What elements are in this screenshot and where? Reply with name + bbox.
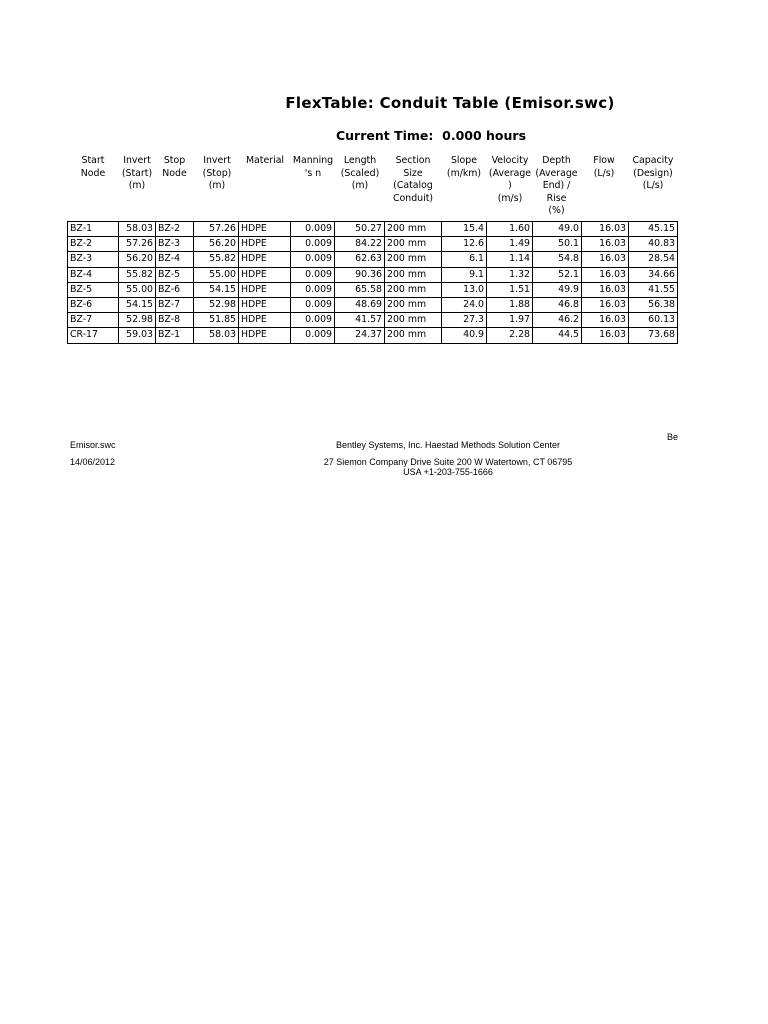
table-cell: 16.03 <box>582 237 629 252</box>
header-flow: Flow (L/s) <box>593 155 615 179</box>
table-cell: BZ-6 <box>68 297 119 312</box>
header-section-size: Section Size (Catalog Conduit) <box>392 155 434 204</box>
header-material: Material <box>245 155 285 166</box>
table-cell: 24.0 <box>442 297 487 312</box>
table-cell: 0.009 <box>291 267 335 282</box>
table-cell: 0.009 <box>291 222 335 237</box>
footer-company: Bentley Systems, Inc. Haestad Methods Solution Center <box>335 440 561 450</box>
table-cell: 0.009 <box>291 328 335 343</box>
table-cell: 13.0 <box>442 282 487 297</box>
table-cell: 56.20 <box>119 252 156 267</box>
table-cell: 73.68 <box>629 328 678 343</box>
table-cell: 46.2 <box>533 313 582 328</box>
table-cell: 1.60 <box>487 222 533 237</box>
table-cell: 55.00 <box>119 282 156 297</box>
table-cell: 56.20 <box>194 237 239 252</box>
table-cell: 49.9 <box>533 282 582 297</box>
table-cell: 60.13 <box>629 313 678 328</box>
table-row <box>68 267 678 282</box>
table-row <box>68 222 678 237</box>
current-time-label: Current Time: <box>335 128 434 143</box>
table-cell: 90.36 <box>335 267 385 282</box>
table-cell: 200 mm <box>385 328 442 343</box>
table-cell: HDPE <box>239 313 291 328</box>
table-cell: 51.85 <box>194 313 239 328</box>
header-velocity: Velocity (Average ) (m/s) <box>488 155 532 204</box>
table-cell: 15.4 <box>442 222 487 237</box>
footer-phone: USA +1-203-755-1666 <box>403 467 493 477</box>
table-cell: BZ-3 <box>68 252 119 267</box>
table-cell: 28.54 <box>629 252 678 267</box>
table-cell: HDPE <box>239 237 291 252</box>
table-cell: 9.1 <box>442 267 487 282</box>
table-cell: BZ-8 <box>156 313 194 328</box>
table-cell: 1.88 <box>487 297 533 312</box>
current-time-value: 0.000 hours <box>442 128 527 143</box>
table-row <box>68 237 678 252</box>
table-cell: 16.03 <box>582 222 629 237</box>
table-cell: 41.57 <box>335 313 385 328</box>
table-cell: BZ-5 <box>156 267 194 282</box>
table-cell: 12.6 <box>442 237 487 252</box>
table-cell: BZ-7 <box>156 297 194 312</box>
header-start-node: Start Node <box>80 155 106 179</box>
table-cell: 57.26 <box>194 222 239 237</box>
table-cell: 0.009 <box>291 282 335 297</box>
header-length: Length (Scaled) (m) <box>340 155 380 191</box>
table-cell: BZ-6 <box>156 282 194 297</box>
table-cell: BZ-2 <box>156 222 194 237</box>
header-capacity: Capacity (Design) (L/s) <box>632 155 674 191</box>
table-cell: 0.009 <box>291 313 335 328</box>
table-cell: 55.00 <box>194 267 239 282</box>
table-cell: 16.03 <box>582 282 629 297</box>
page-title: FlexTable: Conduit Table (Emisor.swc) <box>285 94 615 112</box>
table-cell: BZ-4 <box>156 252 194 267</box>
table-cell: 59.03 <box>119 328 156 343</box>
header-manning: Manning 's n <box>292 155 334 179</box>
table-cell: 16.03 <box>582 252 629 267</box>
header-stop-node: Stop Node <box>162 155 187 179</box>
table-cell: BZ-1 <box>156 328 194 343</box>
table-cell: 52.98 <box>194 297 239 312</box>
table-cell: 2.28 <box>487 328 533 343</box>
header-slope: Slope (m/km) <box>446 155 482 179</box>
table-cell: HDPE <box>239 282 291 297</box>
header-depth: Depth (Average End) / Rise (%) <box>535 155 578 216</box>
table-row <box>68 313 678 328</box>
table-cell: 54.8 <box>533 252 582 267</box>
table-cell: 1.49 <box>487 237 533 252</box>
conduit-table <box>67 221 678 344</box>
table-cell: CR-17 <box>68 328 119 343</box>
table-cell: BZ-2 <box>68 237 119 252</box>
footer-date: 14/06/2012 <box>70 457 116 467</box>
current-time <box>0 128 768 143</box>
table-cell: 1.32 <box>487 267 533 282</box>
table-cell: 200 mm <box>385 297 442 312</box>
table-cell: 16.03 <box>582 313 629 328</box>
table-cell: 16.03 <box>582 328 629 343</box>
table-cell: 54.15 <box>194 282 239 297</box>
table-cell: 27.3 <box>442 313 487 328</box>
table-cell: 6.1 <box>442 252 487 267</box>
table-cell: 1.97 <box>487 313 533 328</box>
table-cell: HDPE <box>239 297 291 312</box>
table-row <box>68 282 678 297</box>
table-cell: 56.38 <box>629 297 678 312</box>
table-cell: HDPE <box>239 328 291 343</box>
table-cell: 1.14 <box>487 252 533 267</box>
table-cell: 65.58 <box>335 282 385 297</box>
header-invert-start: Invert (Start) (m) <box>121 155 153 191</box>
table-cell: 45.15 <box>629 222 678 237</box>
table-cell: 0.009 <box>291 237 335 252</box>
table-cell: 46.8 <box>533 297 582 312</box>
table-cell: 200 mm <box>385 313 442 328</box>
table-cell: BZ-1 <box>68 222 119 237</box>
table-cell: 58.03 <box>194 328 239 343</box>
table-row <box>68 297 678 312</box>
table-cell: 34.66 <box>629 267 678 282</box>
footer-file-name: Emisor.swc <box>70 440 116 450</box>
footer-address: 27 Siemon Company Drive Suite 200 W Watertown, CT 06795 <box>323 457 573 467</box>
table-row <box>68 252 678 267</box>
table-cell: 57.26 <box>119 237 156 252</box>
table-cell: 200 mm <box>385 237 442 252</box>
table-cell: 200 mm <box>385 267 442 282</box>
table-cell: 58.03 <box>119 222 156 237</box>
table-cell: 52.1 <box>533 267 582 282</box>
table-cell: 48.69 <box>335 297 385 312</box>
table-cell: 0.009 <box>291 297 335 312</box>
table-cell: HDPE <box>239 222 291 237</box>
table-cell: BZ-7 <box>68 313 119 328</box>
table-cell: 55.82 <box>119 267 156 282</box>
table-cell: 1.51 <box>487 282 533 297</box>
table-cell: 24.37 <box>335 328 385 343</box>
table-cell: 54.15 <box>119 297 156 312</box>
table-cell: 200 mm <box>385 282 442 297</box>
table-cell: 200 mm <box>385 252 442 267</box>
table-cell: 55.82 <box>194 252 239 267</box>
table-cell: 62.63 <box>335 252 385 267</box>
table-cell: 50.27 <box>335 222 385 237</box>
table-cell: 16.03 <box>582 297 629 312</box>
table-cell: HDPE <box>239 252 291 267</box>
table-row <box>68 328 678 343</box>
table-cell: 49.0 <box>533 222 582 237</box>
table-cell: 41.55 <box>629 282 678 297</box>
table-cell: 16.03 <box>582 267 629 282</box>
table-cell: BZ-3 <box>156 237 194 252</box>
table-cell: 44.5 <box>533 328 582 343</box>
table-cell: 200 mm <box>385 222 442 237</box>
table-cell: BZ-5 <box>68 282 119 297</box>
header-invert-stop: Invert (Stop) (m) <box>202 155 232 191</box>
table-cell: HDPE <box>239 267 291 282</box>
table-cell: 52.98 <box>119 313 156 328</box>
table-cell: 50.1 <box>533 237 582 252</box>
table-cell: 84.22 <box>335 237 385 252</box>
table-cell: 0.009 <box>291 252 335 267</box>
footer-truncated-text: Be <box>667 432 679 442</box>
table-cell: BZ-4 <box>68 267 119 282</box>
table-cell: 40.83 <box>629 237 678 252</box>
table-cell: 40.9 <box>442 328 487 343</box>
